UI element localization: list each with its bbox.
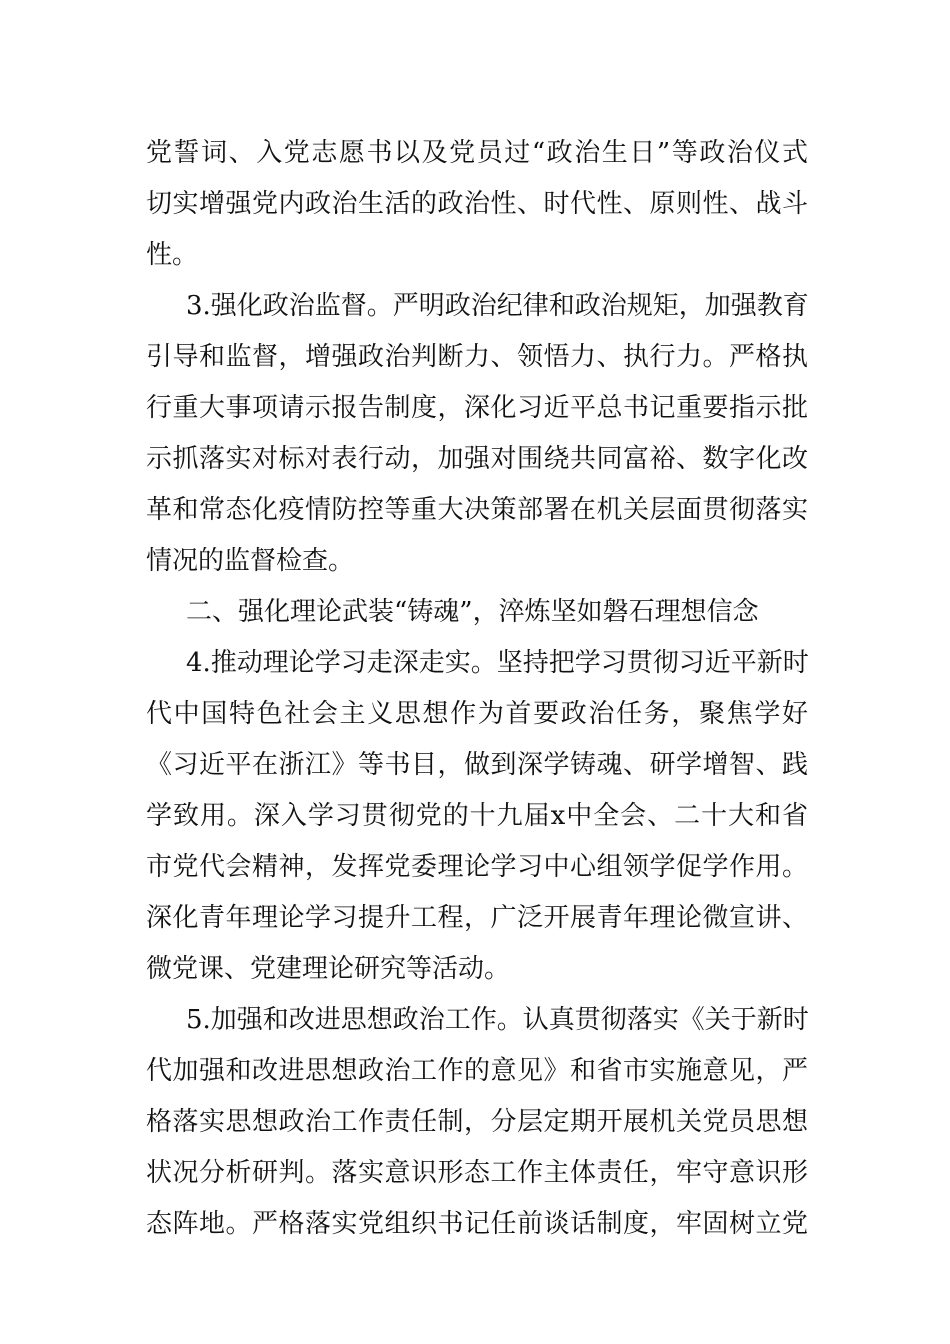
text-line: 代中国特色社会主义思想作为首要政治任务，聚焦学好 — [146, 699, 808, 729]
text-line: 《习近平在浙江》等书目，做到深学铸魂、研学增智、践 — [146, 750, 808, 780]
text-line: 情况的监督检查。 — [146, 546, 355, 576]
text-line: 5.加强和改进思想政治工作。认真贯彻落实《关于新时 — [186, 1005, 809, 1035]
text-line: 状况分析研判。落实意识形态工作主体责任，牢守意识形 — [146, 1158, 808, 1188]
text-line: 学致用。深入学习贯彻党的十九届x中全会、二十大和省 — [146, 801, 808, 831]
section-heading: 二、强化理论武装“铸魂”，淬炼坚如磐石理想信念 — [186, 597, 759, 627]
text-line: 性。 — [146, 240, 199, 270]
text-line: 代加强和改进思想政治工作的意见》和省市实施意见，严 — [146, 1056, 808, 1086]
text-line: 引导和监督，增强政治判断力、领悟力、执行力。严格执 — [146, 342, 808, 372]
text-line: 4.推动理论学习走深走实。坚持把学习贯彻习近平新时 — [186, 648, 809, 678]
text-line: 切实增强党内政治生活的政治性、时代性、原则性、战斗 — [146, 189, 808, 219]
text-line: 党誓词、入党志愿书以及党员过“政治生日”等政治仪式 — [146, 138, 808, 168]
text-line: 市党代会精神，发挥党委理论学习中心组领学促学作用。 — [146, 852, 808, 882]
text-line: 示抓落实对标对表行动，加强对围绕共同富裕、数字化改 — [146, 444, 808, 474]
text-line: 态阵地。严格落实党组织书记任前谈话制度，牢固树立党 — [146, 1209, 808, 1239]
text-line: 3.强化政治监督。严明政治纪律和政治规矩，加强教育 — [186, 291, 809, 321]
text-line: 革和常态化疫情防控等重大决策部署在机关层面贯彻落实 — [146, 495, 808, 525]
text-line: 行重大事项请示报告制度，深化习近平总书记重要指示批 — [146, 393, 808, 423]
document-body — [146, 128, 808, 1250]
text-line: 微党课、党建理论研究等活动。 — [146, 954, 511, 984]
text-line: 深化青年理论学习提升工程，广泛开展青年理论微宣讲、 — [146, 903, 808, 933]
text-line: 格落实思想政治工作责任制，分层定期开展机关党员思想 — [146, 1107, 808, 1137]
